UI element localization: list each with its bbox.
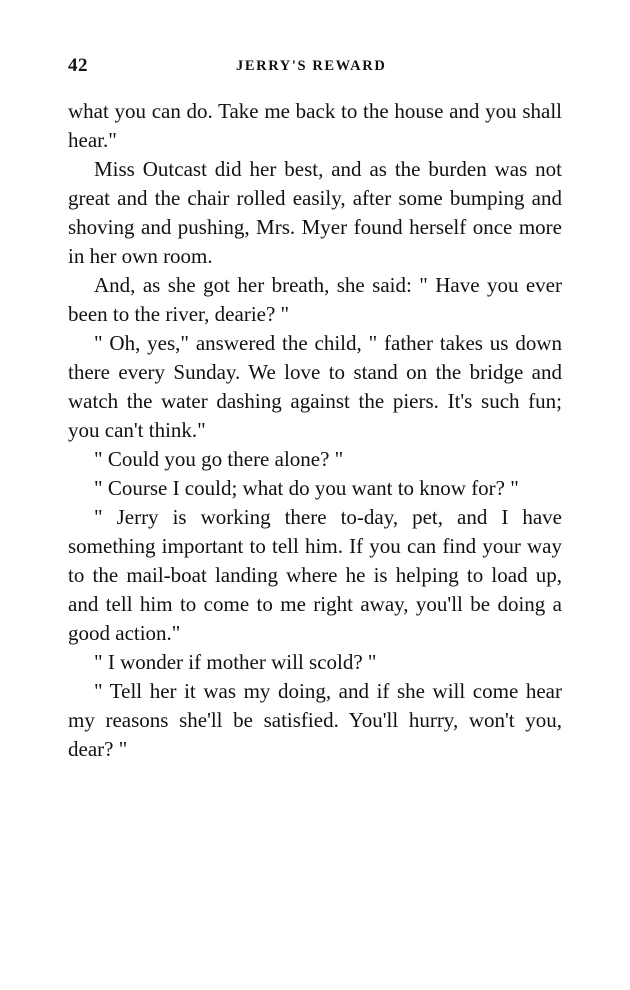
running-title: JERRY'S REWARD (236, 58, 387, 74)
page-number: 42 (68, 55, 88, 76)
paragraph: " Tell her it was my doing, and if she will come hear my reasons she'll be satisfied. You'll hurry, won't you, dear? " (68, 679, 562, 761)
paragraph: " Jerry is working there to-day, pet, and I have something important to tell him. If you can find your way to the mail-boat landing where he is helping to load up, and tell him to come to me right away, you'll be doing a good action." (68, 505, 562, 645)
paragraph: And, as she got her breath, she said: " Have you ever been to the river, dearie? " (68, 273, 562, 326)
running-head (68, 54, 562, 78)
paragraph: " Course I could; what do you want to know for? " (94, 476, 519, 500)
paragraph: " Could you go there alone? " (94, 447, 344, 471)
paragraph: " Oh, yes," answered the child, " father takes us down there every Sunday. We love to stand on the bridge and watch the water dashing against the piers. It's such fun; you can't think." (68, 331, 562, 442)
paragraph: what you can do. Take me back to the house and you shall hear." (68, 99, 562, 152)
paragraph: Miss Outcast did her best, and as the burden was not great and the chair rolled easily, after some bumping and shoving and pushing, Mrs. Myer found herself once more in her own room. (68, 157, 562, 268)
paragraph: " I wonder if mother will scold? " (94, 650, 377, 674)
body-text (68, 97, 562, 764)
